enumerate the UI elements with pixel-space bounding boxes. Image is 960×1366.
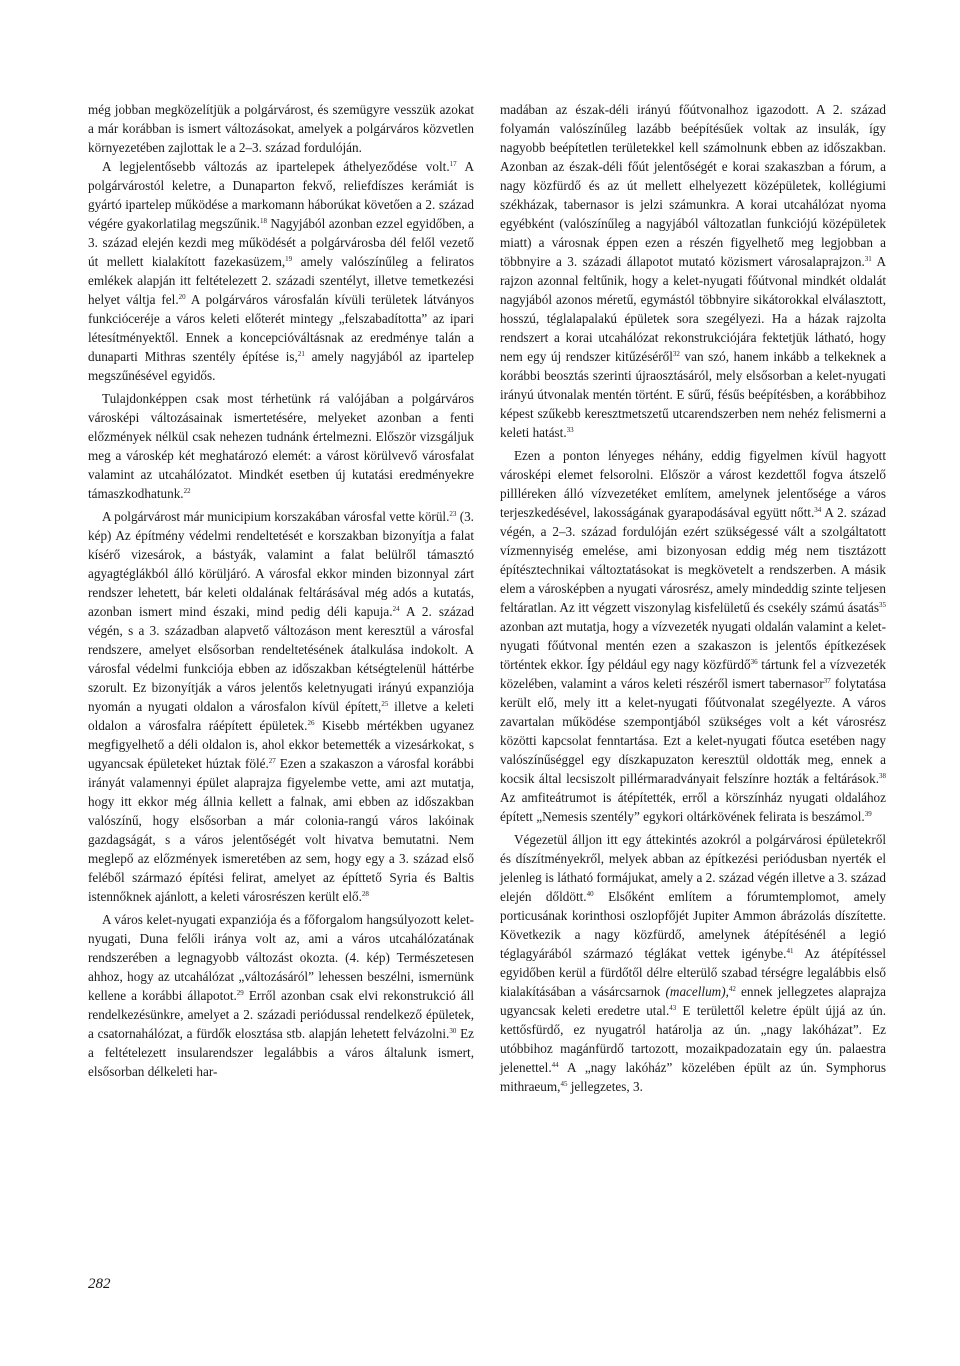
text-run: Tulajdonképpen csak most térhetünk rá valójában a polgárváros városképi változásainak ismertetésére, melyeket azonban a fenti előzmények nélkül csak nehezen tudnánk értelmezni. Először vizsgáljuk meg a városkép két meghatározó elemét: a várost körülvevő városfalat valamint az utcahálózatot. Mindkét esetben új kutatási eredményekre támaszkodhatunk. bbox=[88, 391, 474, 501]
paragraph bbox=[88, 910, 474, 1081]
text-run: Erről azonban csak elvi rekonstrukció áll rendelkezésünkre, amelyet a 2. századi periódussal rendelkező épületek, a csatornahálózat, a fürdők elosztása stb. alapján lehetett felvázolni. bbox=[88, 988, 474, 1041]
text-run: Az amfiteátrumot is átépítették, erről a körszínház nyugati oldalához épített „Nemesis szentély” egykori oltárkövének felirata is beszámol. bbox=[500, 790, 886, 824]
text-run: illetve a keleti oldalon a városfalra ráépített épületek. bbox=[88, 699, 474, 733]
text-run: ennek jellegzetes alaprajza ugyancsak keleti eredetre utal. bbox=[500, 984, 887, 1018]
footnote-ref: 30 bbox=[449, 1027, 457, 1035]
footnote-ref: 25 bbox=[381, 700, 389, 708]
paragraph bbox=[88, 157, 474, 385]
text-run: Ez a feltételezett insularendszer legalábbis a város általunk ismert, elsősorban délkeleti har- bbox=[88, 1026, 474, 1079]
text-run: tártunk fel a vízvezeték közelében, valamint a város keleti részéről ismert tabernasor bbox=[500, 657, 886, 691]
footnote-ref: 18 bbox=[259, 217, 267, 225]
page-number: 282 bbox=[88, 1276, 111, 1292]
footnote-ref: 22 bbox=[183, 487, 191, 495]
footnote-ref: 31 bbox=[864, 255, 872, 263]
text-run: azonban azt mutatja, hogy a vízvezeték nyugati oldalán valamint a kelet-nyugati főútvonal mentén ezen a szakaszon is jelentős építkezések történtek ekkor. Így például egy nagy közfürdő bbox=[500, 619, 886, 672]
left-column bbox=[88, 100, 474, 1081]
text-run: folytatása került elő, mely itt a kelet-nyugati főútvonalat szegélyezte. A város zavartalan működése szempontjából szükséges volt a két városrész közötti kapcsolat fenntartása. Ezt a kelet-nyugati főutca esetében nagy valószínűséggel egy díszkapuzaton keresztül oldották meg, ennek a kocsik által lecsiszolt pillérmaradványait felszínre hozták a feltárások. bbox=[500, 676, 886, 786]
footnote-ref: 27 bbox=[268, 757, 276, 765]
footnote-ref: 24 bbox=[392, 605, 400, 613]
text-run: A polgárváros városfalán kívüli területek látványos funkcióceréje a város keleti előterét mintegy „felszabadította” az ipari létesítményektől. Ennek a koncepcióváltásnak az eredménye talán a dunaparti Mithras szentély építése is, bbox=[88, 292, 474, 364]
paragraph bbox=[88, 389, 474, 503]
footnote-ref: 28 bbox=[361, 890, 369, 898]
text-run: A polgárvárost már municipium korszakában városfal vette körül. bbox=[102, 509, 450, 524]
text-run: jellegzetes, 3. bbox=[567, 1079, 643, 1094]
text-run: amely nagyjából az ipartelep megszűnésével egyidős. bbox=[88, 349, 474, 383]
footnote-ref: 26 bbox=[307, 719, 315, 727]
text-run: A város kelet-nyugati expanziója és a főforgalom hangsúlyozott kelet-nyugati, Duna felőli iránya volt az, ami a város utcahálózatának rendszerében a legnagyobb változást okozta. (4. kép) Természetesen ahhoz, hogy az utcahálózat „változásáról” lehessen beszélni, ismernünk kellene a korábbi állapotot. bbox=[88, 912, 474, 1003]
text-run: Nagyjából azonban ezzel egyidőben, a 3. század elején kezdi meg működését a polgárvárosba dél felől vezető út mellett kialakított fazekasüzem, bbox=[88, 216, 474, 269]
footnote-ref: 37 bbox=[823, 677, 831, 685]
footnote-ref: 44 bbox=[551, 1061, 559, 1069]
footnote-ref: 38 bbox=[879, 772, 886, 780]
text-run: A „nagy lakóház” közelében épült az ún. Symphorus mithraeum, bbox=[500, 1060, 886, 1094]
footnote-ref: 45 bbox=[560, 1080, 568, 1088]
footnote-ref: 34 bbox=[814, 506, 822, 514]
text-run: (3. kép) Az építmény védelmi rendeltetését e korszakban bizonyítja a falat kísérő vizesárok, a bástyák, valamint a falat belülről támasztó agyagtéglákból álló körüljáró. A városfal ekkor minden bizonnyal zárt rendszer lehetett, bár keleti oldalának feltárásával még adós a kutatás, azonban ismert mind északi, mind pedig déli kapuja. bbox=[88, 509, 474, 619]
text-run: van szó, hanem inkább a telkeknek a korábbi beosztás szerinti újraosztásáról, mely elsősorban a kelet-nyugati irányú útvonalak mentén történt. E sűrű, fésűs beépítésben, a korábbihoz képest szűkebb keresztmetszetű utcarendszerben nem nehéz felismerni a keleti hatást. bbox=[500, 349, 886, 440]
text-run: madában az észak-déli irányú főútvonalhoz igazodott. A 2. század folyamán valószínűleg lazább beépítésűek voltak az insulák, így nagyobb beépítetlen területekkel kell számolnunk ebben az időszakban. Azonban az észak-déli főút jelentőségét e korai szakaszban a fórum, a nagy közfürdő és az út mellett elhelyezett középületek, kollégiumi székházak, tabernasor is jelzi számunkra. A korai utcahálózat nyoma egyébként (valószínűleg a nagyjából változatlan funkciójú középületek miatt) a városnak éppen ezen a részén figyelhető meg legjobban a többnyire a 3. századi állapotot mutató közismert városalaprajzon. bbox=[500, 102, 886, 269]
paragraph bbox=[88, 507, 474, 906]
footnote-ref: 19 bbox=[285, 255, 293, 263]
text-run: A 2. század végén, s a 3. században alapvető változáson ment keresztül a városfal rendszere, amelyet elsősorban rendeltetésének átalkulása indokolt. A városfal védelmi funkciója ebben az időszakban kétségtelenül háttérbe szorult. Ez bizonyítják a város jelentős keletnyugati irányú expanziója nyomán a nyugati oldalon a városfalon kívül épített, bbox=[88, 604, 474, 714]
right-column bbox=[500, 100, 886, 1096]
paragraph bbox=[88, 100, 474, 157]
text-run: Elsőként említem a fórumtemplomot, amely porticusának korinthosi oszlopfőjét Jupiter Ammon ábrázolás díszítette. Következik a nagy közfürdő, amelynek átépítésénél a legió téglagyárából származó téglákat vettek igénybe. bbox=[500, 889, 886, 961]
footnote-ref: 23 bbox=[449, 510, 457, 518]
footnote-ref: 33 bbox=[566, 426, 574, 434]
text-run: Végezetül álljon itt egy áttekintés azokról a polgárvárosi épületekről és díszítményekről, melyek abban az építkezési periódusban nyerték el jelenleg is látható formájukat, amely a 2. század végén illetve a 3. század elején dőldött. bbox=[500, 832, 886, 904]
text-run: amely valószínűleg a feliratos emlékek alapján itt feltételezett 2. századi szentélyt, illetve temetkezési helyet váltja fel. bbox=[88, 254, 475, 307]
paragraph bbox=[500, 100, 886, 442]
footnote-ref: 41 bbox=[786, 947, 794, 955]
text-run: E területtől keletre épült újjá az ún. kettősfürdő, ez nyugatról határolja az ún. „nagy lakóházat”. Ez utóbbihoz magánfürdő tartozott, mozaikpadozatain egy ún. palaestra jelenettel. bbox=[500, 1003, 886, 1075]
text-run: Ezen a ponton lényeges néhány, eddig figyelmen kívül hagyott városképi elemet felsorolni. Először a várost kezdettől fogva átszelő pillléreken álló vízvezetéket említem, amelynek jelentősége a város terjeszkedésével, lakosságának gyarapodásával együtt nőtt. bbox=[500, 448, 886, 520]
paragraph bbox=[500, 446, 886, 826]
text-run: Ezen a szakaszon a városfal korábbi irányát valamennyi épület alaprajza figyelembe vette, ami azt mutatja, hogy itt ekkor még állnia kellett a falnak, ami ebben az időszakban valószínű, hogy elsősorban a már colonia-rangú város lakóinak gazdagságát, s a város jelentőségét volt hivatva bemutatni. Nem meglepő az előzmények ismeretében az sem, hogy egy a 3. század első feléből származó építési felirat, amelyet az építtető Syria és Baltis istennőknek ajánlott, a keleti városrészen került elő. bbox=[88, 756, 474, 904]
footnote-ref: 36 bbox=[750, 658, 758, 666]
text-run: Az átépítéssel egyidőben kerül a fürdőtől délre elterülő szabad térségre legalábbis első kialakításában a vásárcsarnok bbox=[500, 946, 886, 999]
footnote-ref: 29 bbox=[236, 989, 244, 997]
footnote-ref: 42 bbox=[728, 985, 736, 993]
text-run: A legjelentősebb változás az ipartelepek áthelyeződése volt. bbox=[102, 159, 450, 174]
footnote-ref: 35 bbox=[879, 601, 886, 609]
emphasis-text: (macellum), bbox=[665, 984, 729, 999]
footnote-ref: 43 bbox=[669, 1004, 677, 1012]
footnote-ref: 39 bbox=[864, 810, 872, 818]
text-run: A rajzon azonnal feltűnik, hogy a kelet-nyugati főútvonal mindkét oldalát nagyjából azonos méretű, egymástól többnyire sikátorokkal elválasztott, hosszú, téglalapalakú épületek sora szegélyezi. Ha a házak rajzolta rendszert a korai utcahálózat rekonstrukciójára fektetjük látható, hogy nem egy új rendszer kitűzéséről bbox=[500, 254, 887, 364]
text-run: A polgárvárostól keletre, a Dunaparton fekvő, reliefdíszes kerámiát is gyártó ipartelep működése a markomann háborúkat követően a 2. század végére gyakorlatilag megszűnik. bbox=[88, 159, 474, 231]
text-run: A 2. század végén, a 2–3. század fordulóján ezért szükségessé vált a szolgáltatott vízmennyiség emelése, ami bizonyosan eddig még nem tisztázott építésztechnikai változtatásokat is megkövetelt a rendszerben. A másik elem a városképben a nyugati városrész, amely mindeddig szinte teljesen feltáratlan. Az itt végzett viszonylag kisfelületű és csekély számú ásatás bbox=[500, 505, 886, 615]
footnote-ref: 17 bbox=[449, 160, 457, 168]
text-run: még jobban megközelítjük a polgárvárost, és szemügyre vesszük azokat a már korábban is ismert változásokat, amelyek a polgárváros közvetlen környezetében zajlottak le a 2–3. század fordulóján. bbox=[88, 102, 474, 155]
footnote-ref: 32 bbox=[672, 350, 680, 358]
paragraph bbox=[500, 830, 886, 1096]
footnote-ref: 40 bbox=[586, 890, 594, 898]
footnote-ref: 20 bbox=[178, 293, 186, 301]
text-run: Kisebb mértékben ugyanez megfigyelhető a déli oldalon is, ahol ekkor betemették a vizesárkokat, s ugyancsak épületeket húztak fölé. bbox=[88, 718, 474, 771]
footnote-ref: 21 bbox=[297, 350, 305, 358]
